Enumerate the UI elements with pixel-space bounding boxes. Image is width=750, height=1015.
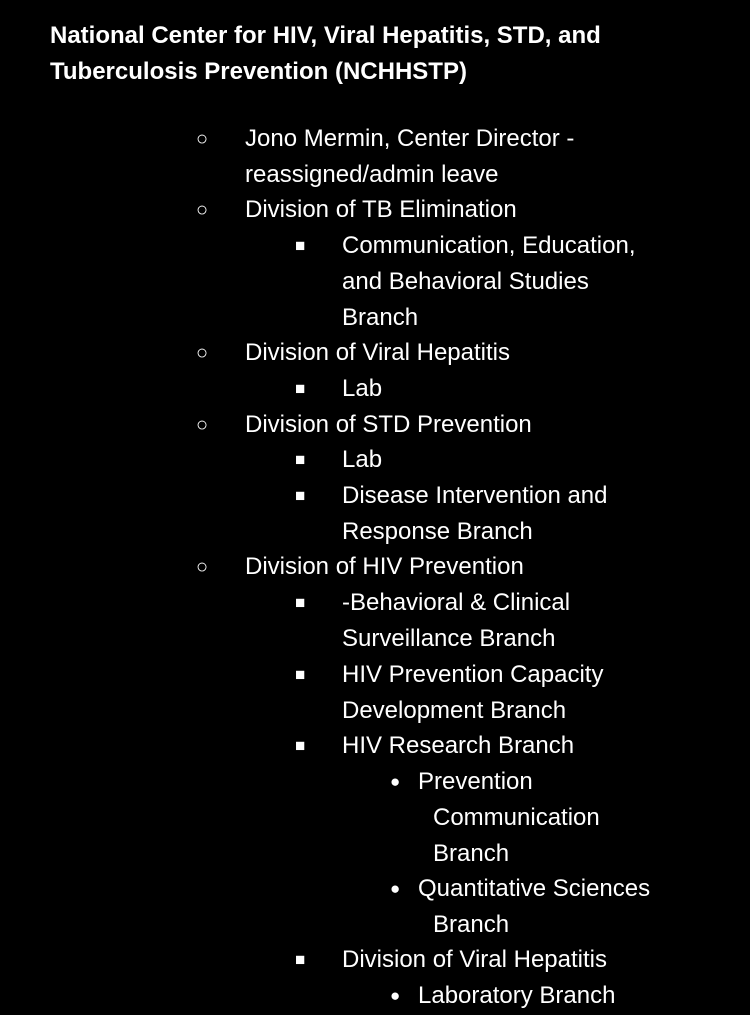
heading-line-2: Tuberculosis Prevention (NCHHSTP) — [50, 58, 467, 85]
square-bullet-icon: ■ — [295, 950, 306, 969]
list-item-viral-hepatitis-division — [342, 942, 687, 978]
list-item-line: Division of Viral Hepatitis — [342, 946, 607, 973]
list-item-line: -Behavioral & Clinical — [342, 589, 571, 616]
list-item-line: Jono Mermin, Center Director - — [245, 125, 575, 152]
list-item-std-prevention — [245, 407, 685, 443]
list-item-hiv-prevention — [245, 549, 685, 585]
list-item-hepatitis-lab — [342, 371, 687, 407]
list-item-line: Laboratory Branch — [418, 982, 616, 1009]
filled-circle-bullet-icon: ● — [390, 986, 401, 1005]
list-item-ceb-studies-branch — [342, 228, 687, 336]
list-item-tb-elimination — [245, 192, 685, 228]
list-item-line: HIV Research Branch — [342, 732, 575, 759]
list-item-disease-intervention-branch — [342, 478, 687, 550]
list-item-line: Branch — [433, 840, 510, 867]
filled-circle-bullet-icon: ● — [390, 772, 401, 791]
list-item-behavioral-clinical-branch — [342, 585, 687, 657]
list-item-line: Development Branch — [342, 697, 567, 724]
list-item-line: Lab — [342, 446, 383, 473]
list-item-line: Communication, Education, — [342, 232, 636, 259]
hollow-circle-bullet-icon: ○ — [196, 199, 209, 221]
list-item-line: Division of TB Elimination — [245, 196, 517, 223]
list-item-line: Quantitative Sciences — [418, 875, 651, 902]
square-bullet-icon: ■ — [295, 486, 306, 505]
heading-line-1: National Center for HIV, Viral Hepatitis, STD, and — [50, 22, 601, 49]
center-heading — [50, 18, 700, 90]
square-bullet-icon: ■ — [295, 450, 306, 469]
list-item-center-director — [245, 121, 685, 193]
list-item-line: Surveillance Branch — [342, 625, 556, 652]
list-item-line: Lab — [342, 375, 383, 402]
list-item-line: Division of STD Prevention — [245, 411, 532, 438]
hollow-circle-bullet-icon: ○ — [196, 414, 209, 436]
filled-circle-bullet-icon: ● — [390, 879, 401, 898]
list-item-line: Communication — [433, 804, 600, 831]
list-item-line: Branch — [433, 911, 510, 938]
square-bullet-icon: ■ — [295, 236, 306, 255]
square-bullet-icon: ■ — [295, 379, 306, 398]
list-item-quantitative-sciences-branch — [418, 871, 718, 943]
list-item-line: Response Branch — [342, 518, 533, 545]
list-item-line: Prevention — [418, 768, 533, 795]
list-item-line: reassigned/admin leave — [245, 161, 499, 188]
square-bullet-icon: ■ — [295, 736, 306, 755]
list-item-laboratory-branch — [418, 978, 718, 1014]
hollow-circle-bullet-icon: ○ — [196, 342, 209, 364]
list-item-capacity-development-branch — [342, 657, 687, 729]
list-item-viral-hepatitis — [245, 335, 685, 371]
hollow-circle-bullet-icon: ○ — [196, 556, 209, 578]
square-bullet-icon: ■ — [295, 665, 306, 684]
list-item-line: Division of Viral Hepatitis — [245, 339, 510, 366]
list-item-line: Disease Intervention and — [342, 482, 608, 509]
list-item-std-lab — [342, 442, 687, 478]
list-item-line: and Behavioral Studies — [342, 268, 589, 295]
square-bullet-icon: ■ — [295, 593, 306, 612]
list-item-line: HIV Prevention Capacity — [342, 661, 604, 688]
list-item-prevention-communication-branch — [418, 764, 718, 872]
hollow-circle-bullet-icon: ○ — [196, 128, 209, 150]
list-item-line: Branch — [342, 304, 419, 331]
list-item-hiv-research-branch — [342, 728, 687, 764]
list-item-line: Division of HIV Prevention — [245, 553, 524, 580]
